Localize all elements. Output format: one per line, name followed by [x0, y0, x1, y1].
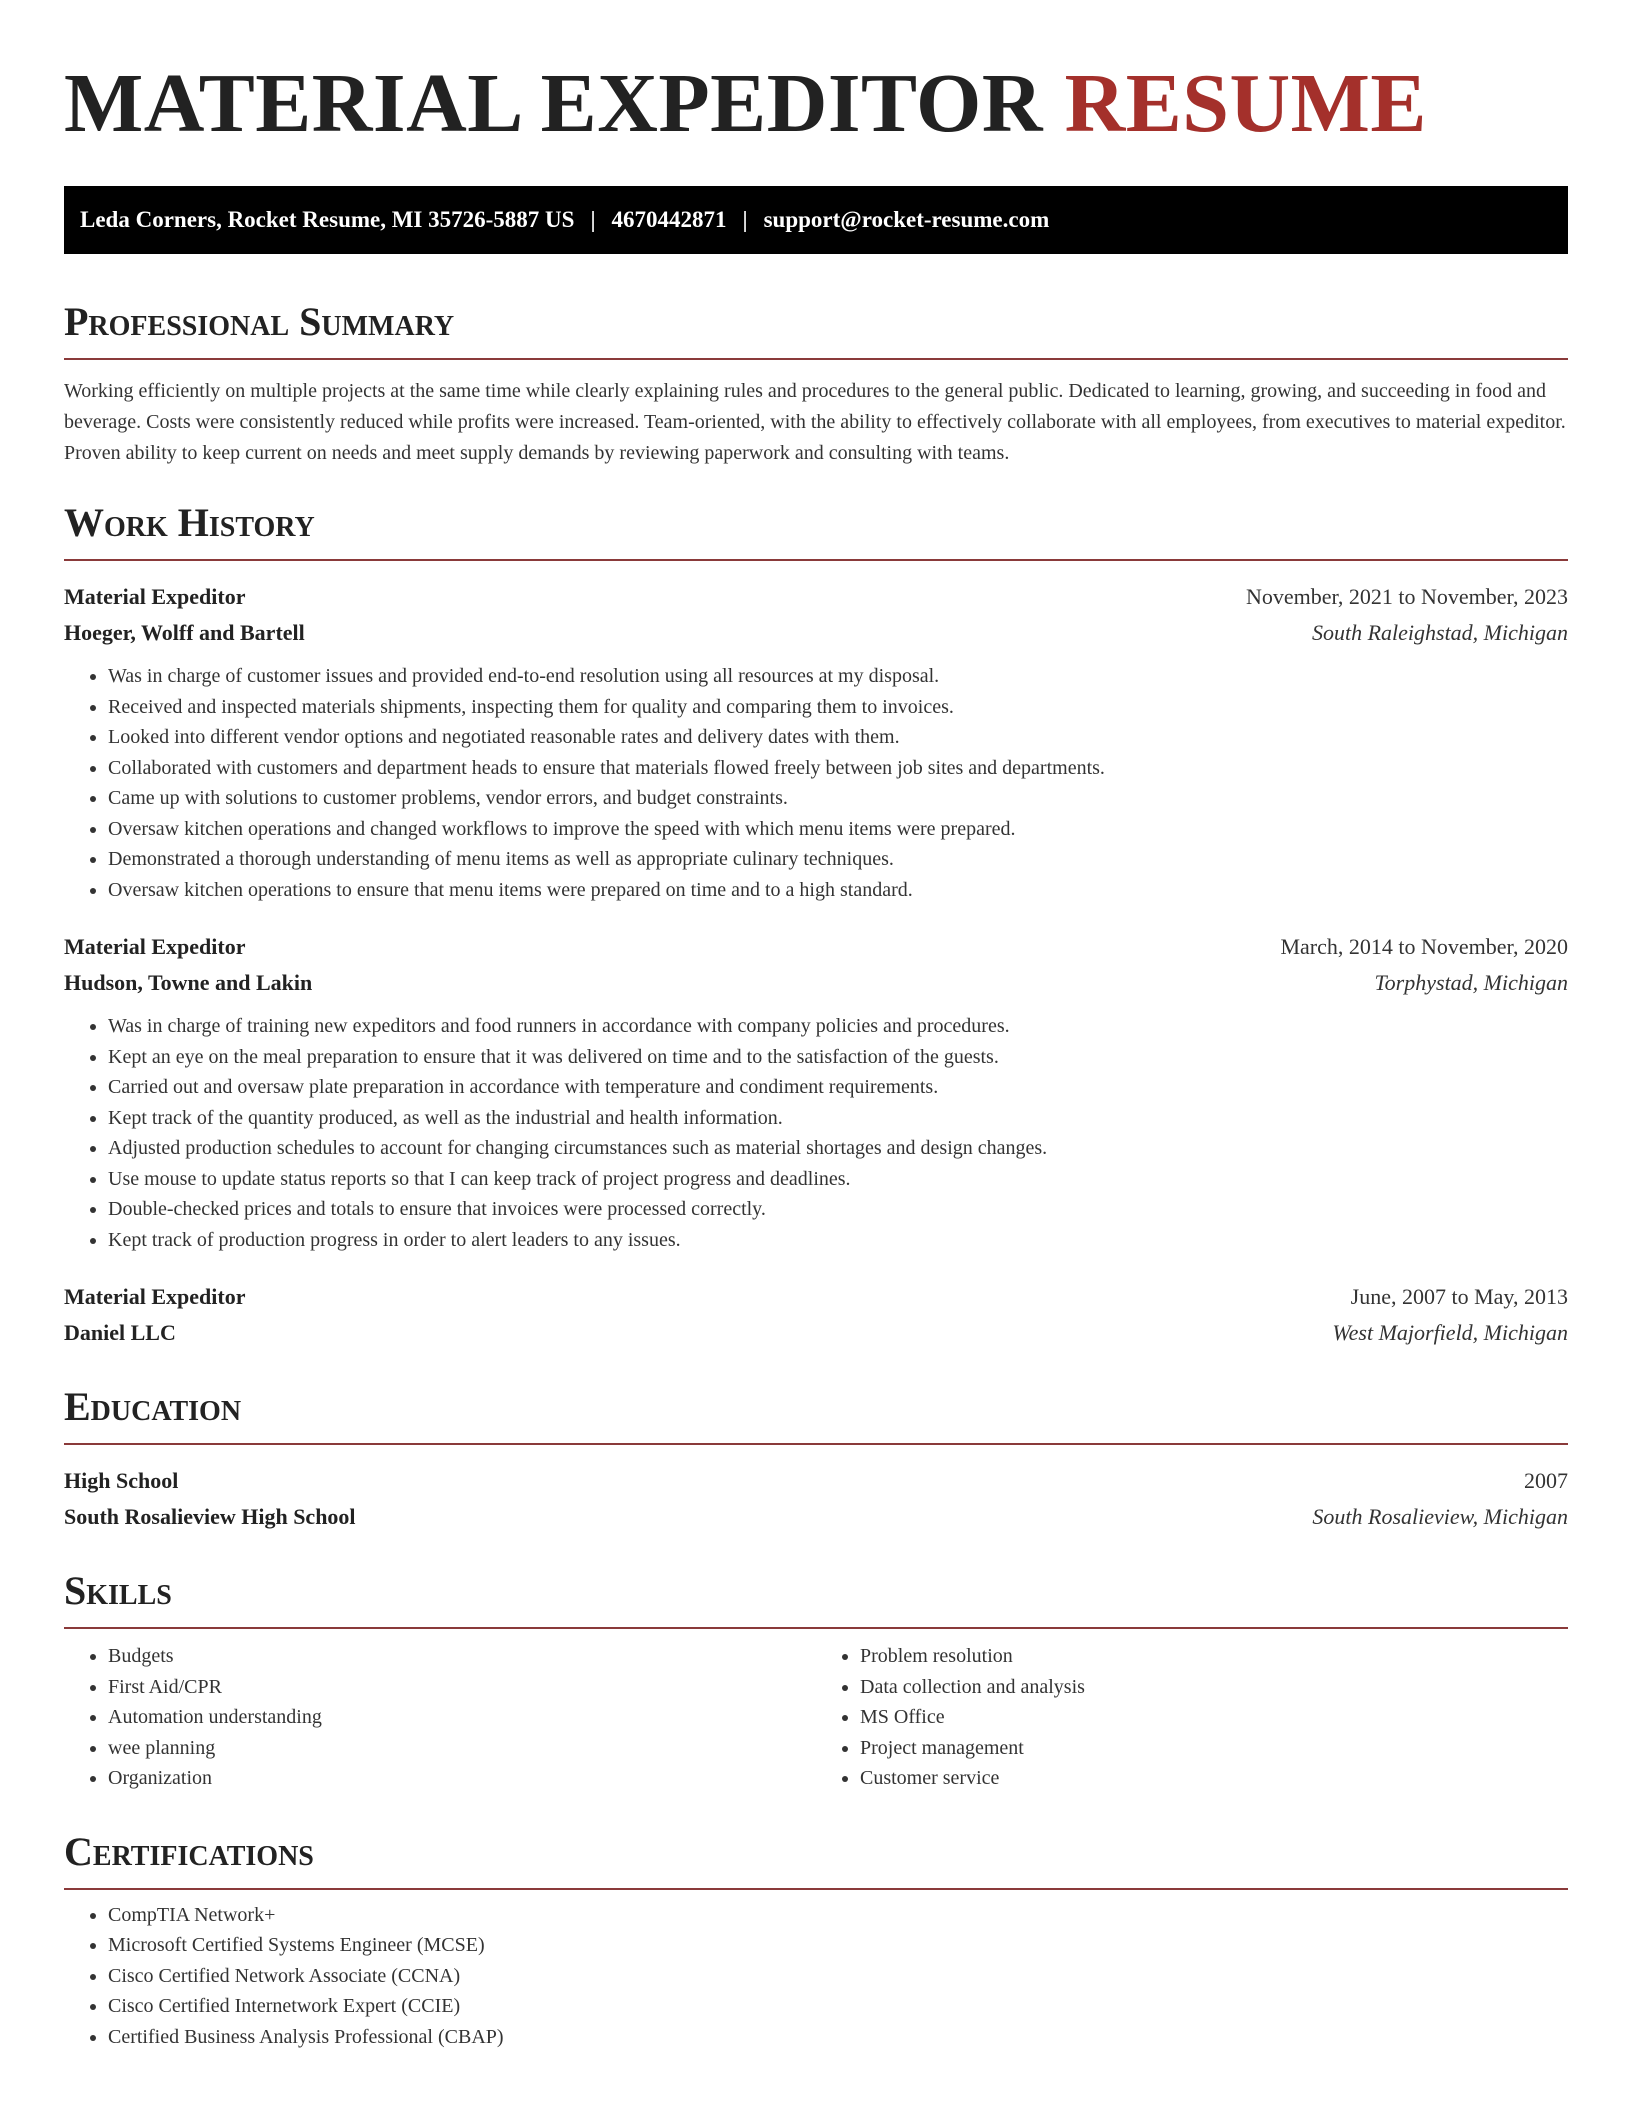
skill-item: • Problem resolution: [860, 1641, 1568, 1672]
job-duty: • Oversaw kitchen operations to ensure that menu items were prepared on time and to a high standard.: [108, 875, 1568, 906]
contact-email[interactable]: support@rocket-resume.com: [763, 207, 1050, 232]
certification-item: • Microsoft Certified Systems Engineer (MCSE): [108, 1930, 1568, 1961]
job-title: Material Expeditor: [64, 584, 246, 609]
job-duty: • Use mouse to update status reports so that I can keep track of project progress and deadlines.: [108, 1164, 1568, 1195]
certifications-heading: Certifications: [64, 1828, 1568, 1890]
skill-item: • Budgets: [108, 1641, 816, 1672]
work-history-section: [64, 499, 1568, 1351]
job-duty: • Came up with solutions to customer problems, vendor errors, and budget constraints.: [108, 783, 1568, 814]
job-duties-list: [64, 1011, 1568, 1255]
skills-list-right: [816, 1641, 1568, 1794]
education-degree: High School: [64, 1468, 179, 1493]
job-duty: • Was in charge of customer issues and provided end-to-end resolution using all resources at my disposal.: [108, 661, 1568, 692]
resume-title: [64, 56, 1568, 152]
summary-heading: Professional Summary: [64, 298, 1568, 360]
contact-phone[interactable]: 4670442871: [611, 207, 727, 232]
job-location: West Majorfield, Michigan: [1332, 1320, 1568, 1345]
certifications-list: [64, 1900, 1568, 2053]
education-year: 2007: [1524, 1468, 1568, 1493]
job-duty: • Was in charge of training new expeditors and food runners in accordance with company policies and procedures.: [108, 1011, 1568, 1042]
job-title: Material Expeditor: [64, 1284, 246, 1309]
skill-item: • Automation understanding: [108, 1702, 816, 1733]
job-duty: • Demonstrated a thorough understanding of menu items as well as appropriate culinary techniques.: [108, 844, 1568, 875]
job-duty: • Looked into different vendor options and negotiated reasonable rates and delivery dates with them.: [108, 722, 1568, 753]
skill-item: • Project management: [860, 1733, 1568, 1764]
contact-bar: [64, 186, 1568, 254]
education-entry: [64, 1463, 1568, 1535]
skills-list-left: [64, 1641, 816, 1794]
certification-item: • Cisco Certified Network Associate (CCNA): [108, 1961, 1568, 1992]
skill-item: • Customer service: [860, 1763, 1568, 1794]
certifications-section: [64, 1828, 1568, 2053]
contact-address: Leda Corners, Rocket Resume, MI 35726-5887 US: [80, 207, 575, 232]
job-header-row: [64, 579, 1568, 615]
summary-text: Working efficiently on multiple projects at the same time while clearly explaining rules and procedures to the general public. Dedicated to learning, growing, and succeeding in food and beverage. Costs were consistently reduced while profits were increased. Team-oriented, with the ability to effectively collaborate with all employees, from executives to material expeditor. Proven ability to keep current on needs and meet supply demands by reviewing paperwork and consulting with teams.: [64, 380, 1566, 464]
job-duties-list: [64, 661, 1568, 905]
job-company-row: [64, 965, 1568, 1001]
contact-separator: |: [590, 207, 596, 232]
job-dates: March, 2014 to November, 2020: [1280, 934, 1568, 959]
education-section: [64, 1383, 1568, 1535]
job-header-row: [64, 1279, 1568, 1315]
summary-section: [64, 298, 1568, 469]
job-entry: [64, 1279, 1568, 1351]
job-location: Torphystad, Michigan: [1374, 970, 1568, 995]
education-degree-row: [64, 1463, 1568, 1499]
job-company-row: [64, 615, 1568, 651]
certification-item: • CompTIA Network+: [108, 1900, 1568, 1931]
skills-heading: Skills: [64, 1567, 1568, 1629]
job-duty: • Double-checked prices and totals to ensure that invoices were processed correctly.: [108, 1194, 1568, 1225]
education-heading: Education: [64, 1383, 1568, 1445]
job-entry: [64, 929, 1568, 1255]
job-entry: [64, 579, 1568, 905]
job-company: Daniel LLC: [64, 1320, 176, 1345]
job-company: Hoeger, Wolff and Bartell: [64, 620, 305, 645]
job-header-row: [64, 929, 1568, 965]
skills-section: [64, 1567, 1568, 1794]
job-title: Material Expeditor: [64, 934, 246, 959]
job-duty: • Collaborated with customers and department heads to ensure that materials flowed freely between job sites and departments.: [108, 753, 1568, 784]
job-location: South Raleighstad, Michigan: [1311, 620, 1568, 645]
work-history-heading: Work History: [64, 499, 1568, 561]
job-duty: • Received and inspected materials shipments, inspecting them for quality and comparing them to invoices.: [108, 692, 1568, 723]
certification-item: • Certified Business Analysis Professional (CBAP): [108, 2022, 1568, 2053]
job-duty: • Carried out and oversaw plate preparation in accordance with temperature and condiment requirements.: [108, 1072, 1568, 1103]
job-duty: • Oversaw kitchen operations and changed workflows to improve the speed with which menu items were prepared.: [108, 814, 1568, 845]
skill-item: • MS Office: [860, 1702, 1568, 1733]
job-duty: • Kept an eye on the meal preparation to ensure that it was delivered on time and to the satisfaction of the guests.: [108, 1042, 1568, 1073]
skill-item: • wee planning: [108, 1733, 816, 1764]
title-main: MATERIAL EXPEDITOR: [64, 57, 1044, 150]
job-dates: November, 2021 to November, 2023: [1245, 584, 1568, 609]
skills-grid: [64, 1641, 1568, 1794]
contact-separator: |: [742, 207, 748, 232]
education-location: South Rosalieview, Michigan: [1312, 1504, 1568, 1529]
job-duty: • Adjusted production schedules to account for changing circumstances such as material shortages and design changes.: [108, 1133, 1568, 1164]
job-duty: • Kept track of the quantity produced, as well as the industrial and health information.: [108, 1103, 1568, 1134]
skill-item: • Data collection and analysis: [860, 1672, 1568, 1703]
skill-item: • First Aid/CPR: [108, 1672, 816, 1703]
skill-item: • Organization: [108, 1763, 816, 1794]
job-duty: • Kept track of production progress in order to alert leaders to any issues.: [108, 1225, 1568, 1256]
education-school: South Rosalieview High School: [64, 1504, 356, 1529]
education-school-row: [64, 1499, 1568, 1535]
title-accent: RESUME: [1064, 57, 1427, 150]
job-dates: June, 2007 to May, 2013: [1350, 1284, 1568, 1309]
certification-item: • Cisco Certified Internetwork Expert (CCIE): [108, 1991, 1568, 2022]
job-company: Hudson, Towne and Lakin: [64, 970, 313, 995]
job-company-row: [64, 1315, 1568, 1351]
